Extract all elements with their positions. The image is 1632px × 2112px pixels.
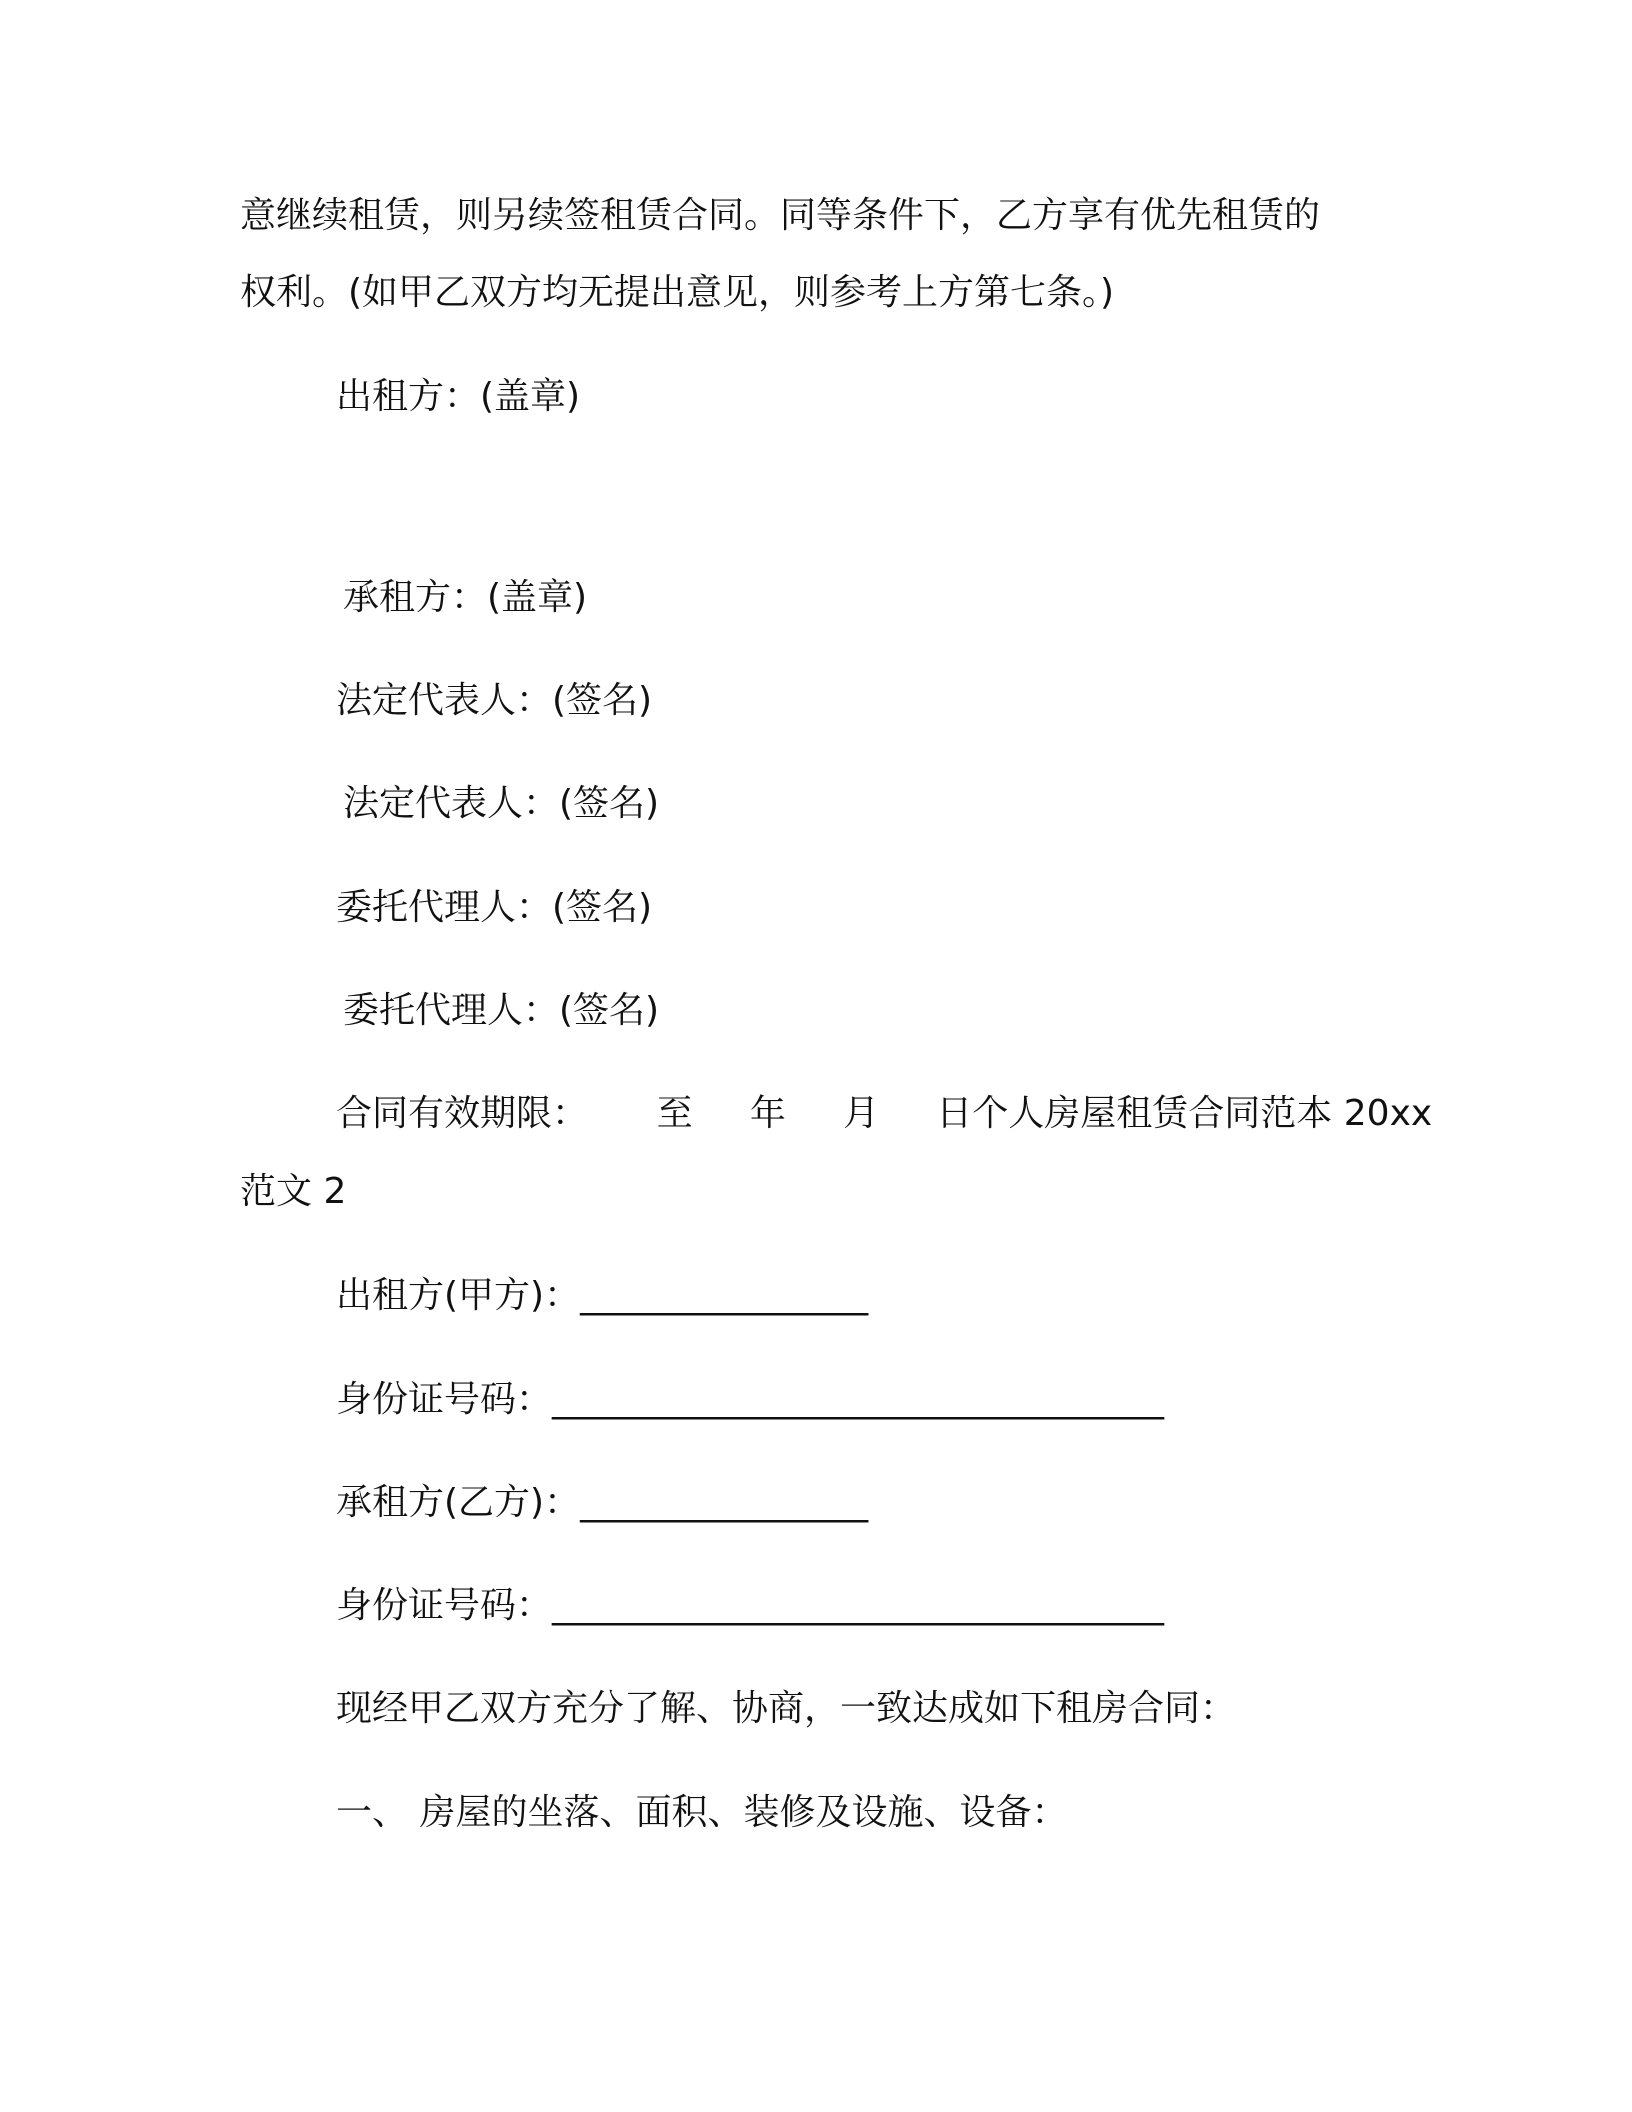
paragraph-line-1: 意继续租赁，则另续签租赁合同。同等条件下，乙方享有优先租赁的 <box>240 195 1321 236</box>
validity-line-1: 合同有效期限： 至 年 月 日个人房屋租赁合同范本 20xx <box>336 1093 1433 1134</box>
validity-line-2: 范文 2 <box>240 1171 347 1212</box>
lessor-id-field: 身份证号码：__________________________________ <box>336 1379 1165 1420</box>
lessee-seal-line: 承租方：(盖章) <box>343 577 588 618</box>
paragraph-line-2: 权利。(如甲乙双方均无提出意见，则参考上方第七条。) <box>240 272 1115 313</box>
lessee-id-field: 身份证号码：__________________________________ <box>336 1585 1165 1626</box>
legal-representative-line-2: 法定代表人：(签名) <box>343 783 660 824</box>
intro-paragraph: 现经甲乙双方充分了解、协商，一致达成如下租房合同： <box>336 1688 1237 1729</box>
section-1-heading: 一、 房屋的坐落、面积、装修及设施、设备： <box>336 1792 1068 1833</box>
agent-line-2: 委托代理人：(签名) <box>343 990 660 1031</box>
lessee-field: 承租方(乙方)：________________ <box>336 1482 869 1523</box>
lessor-field: 出租方(甲方)：________________ <box>336 1275 869 1316</box>
lessor-seal-line: 出租方：(盖章) <box>336 376 581 417</box>
agent-line-1: 委托代理人：(签名) <box>336 887 653 928</box>
legal-representative-line-1: 法定代表人：(签名) <box>336 680 653 721</box>
